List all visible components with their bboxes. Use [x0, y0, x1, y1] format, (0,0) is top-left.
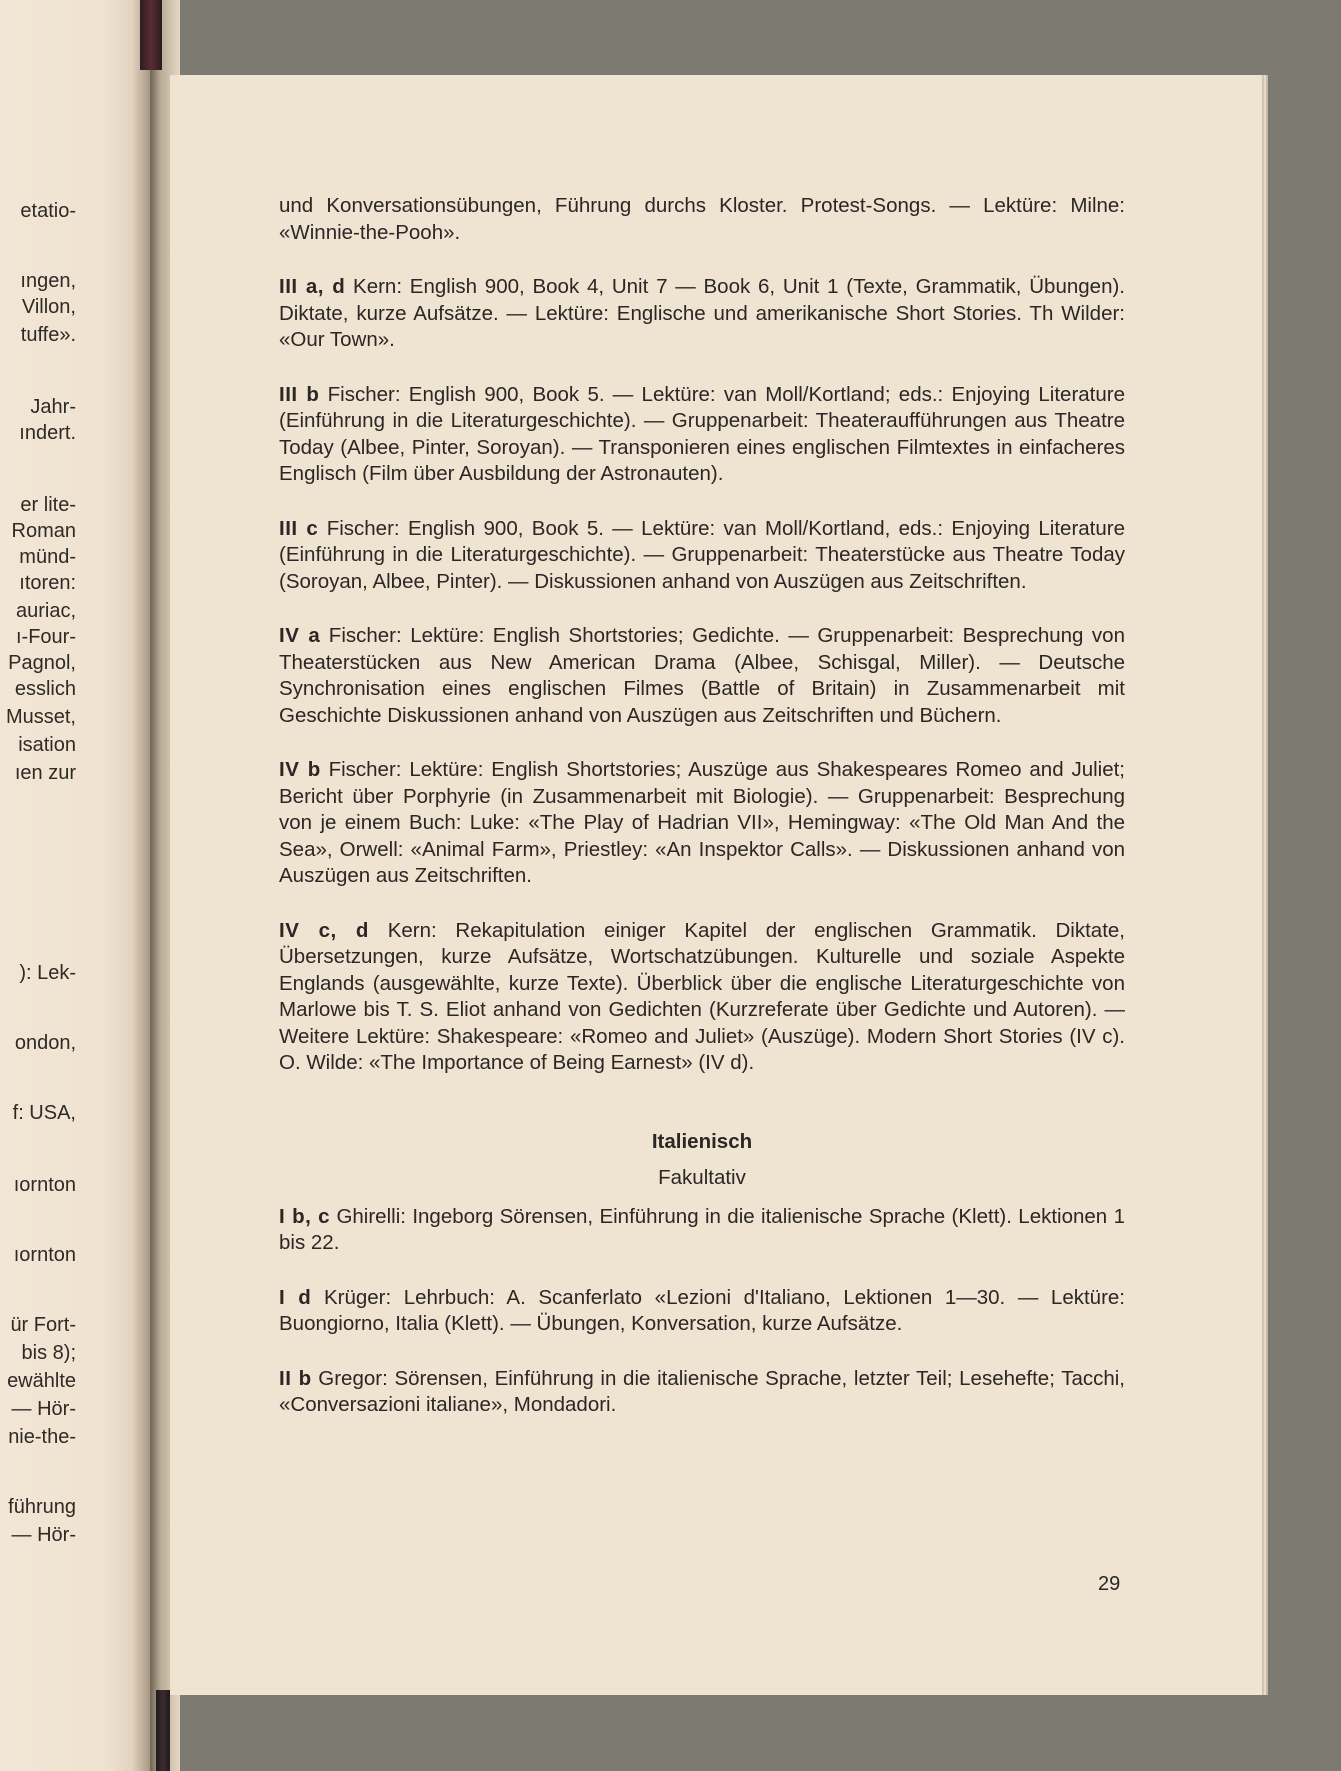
left-fragment: auriac,: [15, 600, 76, 622]
class-label: III c: [279, 516, 319, 540]
paragraph-text: Krüger: Lehrbuch: A. Scanferlato «Lezioni d'Italiano, Lektionen 1—30. — Lektüre: Buongiorno, Italia (Klett). — Übungen, Konversation, kurze Aufsätze.: [279, 1285, 1126, 1335]
left-fragment: — Hör-: [11, 1524, 76, 1546]
class-label: IV a: [279, 624, 321, 647]
left-fragment: Jahr-: [30, 396, 76, 418]
paragraph-text: Fischer: Lektüre: English Shortstories; Auszüge aus Shakespeares Romeo and Juliet; Bericht über Porphyrie (in Zusammenarbeit mit Biologie). — Gruppenarbeit: Besprechung von je einem Buch: Luke: «The Play of Hadrian VII», Hemingway: «The Old Man And the Sea», Orwell: «Animal Farm», Priestley: «An Inspektor Calls». — Diskussionen anhand von Auszügen aus Zeitschriften.: [279, 758, 1125, 887]
paragraph: [279, 623, 1125, 729]
left-fragment: ıornton: [13, 1174, 76, 1196]
left-fragment: Musset,: [5, 706, 76, 728]
paragraph: [279, 382, 1125, 488]
class-label: I d: [279, 1285, 312, 1309]
left-fragment: ıornton: [13, 1244, 76, 1266]
class-label: I b, c: [279, 1204, 331, 1228]
class-label: III b: [279, 382, 320, 406]
left-fragment: — Hör-: [11, 1398, 76, 1420]
page-number: 29: [1098, 1573, 1121, 1595]
left-fragment: Villon,: [21, 296, 76, 318]
paragraph-text: Fischer: English 900, Book 5. — Lektüre: van Moll/Kortland; eds.: Enjoying Literature (Einführung in die Literaturgeschichte). — Gruppenarbeit: Theateraufführungen aus Theatre Today (Albee, Pinter, Soroyan). — Transponieren eines englischen Filmtextes in einfacheres Englisch (Film über Ausbildung der Astronauten).: [279, 382, 1125, 485]
left-fragment: ): Lek-: [19, 962, 76, 984]
left-fragment: ı-Four-: [16, 626, 76, 648]
paragraph-text: Fischer: Lektüre: English Shortstories; Gedichte. — Gruppenarbeit: Besprechung von Theaterstücken aus New American Drama (Albee, Schisgal, Miller). — Deutsche Synchronisation eines englischen Filmes (Battle of Britain) in Zusammenarbeit mit Geschichte Diskussionen anhand von Auszügen aus Zeitschriften und Büchern.: [279, 624, 1125, 727]
left-fragment: nie-the-: [8, 1426, 76, 1448]
paragraph-text: Kern: Rekapitulation einiger Kapitel der englischen Grammatik. Diktate, Übersetzungen, kurze Aufsätze, Wortschatzübungen. Kulturelle und soziale Aspekte Englands (ausgewählte, kurze Texte). Überblick über die englische Literaturgeschichte von Marlowe bis T. S. Eliot anhand von Gedichten (Kurzreferate über Gedichte und Autoren). — Weitere Lektüre: Shakespeare: «Romeo and Juliet» (Auszüge). Modern Short Stories (IV c). O. Wilde: «The Importance of Being Earnest» (IV d).: [279, 918, 1125, 1074]
paragraph-text: Fischer: English 900, Book 5. — Lektüre: van Moll/Kortland, eds.: Enjoying Literature (Einführung in die Literaturgeschichte). — Gruppenarbeit: Theaterstücke aus Theatre Today (Soroyan, Albee, Pinter). — Diskussionen anhand von Auszügen aus Zeitschriften.: [279, 516, 1126, 593]
left-fragment: ondon,: [14, 1032, 76, 1054]
paragraph: [279, 1285, 1125, 1338]
paragraph-text: Ghirelli: Ingeborg Sörensen, Einführung in die italienische Sprache (Klett). Lektionen 1 bis 22.: [279, 1204, 1125, 1254]
section-subheading: Fakultativ: [658, 1166, 746, 1189]
class-label: IV c, d: [279, 918, 369, 942]
left-fragment: ıen zur: [14, 762, 76, 784]
left-fragment: er lite-: [20, 494, 76, 516]
left-fragment: Pagnol,: [8, 652, 76, 674]
right-page: [170, 75, 1262, 1695]
paragraph-text: Kern: English 900, Book 4, Unit 7 — Book 6, Unit 1 (Texte, Grammatik, Übungen). Diktate, kurze Aufsätze. — Lektüre: Englische und amerikanische Short Stories. Th Wilder: «Our Town».: [279, 275, 1125, 351]
paragraph-text: Gregor: Sörensen, Einführung in die italienische Sprache, letzter Teil; Lesehefte; Tacchi, «Conversazioni italiane», Mondadori.: [279, 1366, 1126, 1416]
class-label: II b: [279, 1366, 312, 1390]
bookmark-ribbon: [140, 0, 162, 70]
left-fragment: isation: [18, 734, 76, 756]
paragraph: [279, 1366, 1125, 1419]
left-fragment: führung: [8, 1496, 76, 1518]
page-content: [279, 193, 1125, 1447]
paragraph: [279, 757, 1125, 890]
left-fragment: etatio-: [20, 200, 76, 222]
paragraph: [279, 193, 1125, 246]
left-fragment: bis 8);: [21, 1342, 76, 1364]
left-fragment: ür Fort-: [10, 1314, 76, 1336]
left-fragment: tuffe».: [20, 324, 76, 346]
left-page: [0, 0, 150, 1771]
left-fragment: münd-: [19, 546, 76, 568]
left-fragment: esslich: [14, 678, 76, 700]
section-heading: Italienisch: [651, 1129, 753, 1153]
paragraph: [279, 1204, 1125, 1257]
left-fragment: ewählte: [7, 1370, 76, 1392]
left-fragment: ındert.: [19, 422, 76, 444]
left-fragment: ıngen,: [20, 270, 76, 292]
left-fragment: ıtoren:: [19, 572, 76, 594]
bookmark-ribbon-end: [156, 1690, 170, 1771]
left-fragment: f: USA,: [12, 1102, 76, 1124]
left-fragment: Roman: [11, 520, 76, 542]
paragraph: [279, 918, 1125, 1077]
paragraph-text: und Konversationsübungen, Führung durchs Kloster. Protest-Songs. — Lektüre: Milne: «Winnie-the-Pooh».: [279, 194, 1125, 244]
class-label: III a, d: [279, 275, 346, 298]
paragraph: [279, 274, 1125, 354]
class-label: IV b: [279, 758, 321, 781]
paragraph: [279, 516, 1125, 596]
